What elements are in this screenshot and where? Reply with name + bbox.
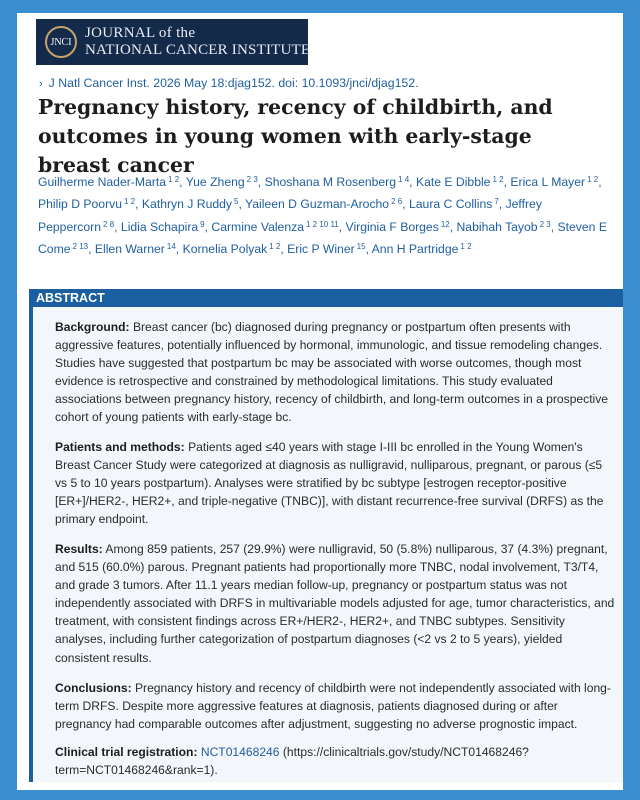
article-title: Pregnancy history, recency of childbirth, and outcomes in young women with early-stage breast cancer: [38, 95, 553, 177]
author-affiliation[interactable]: 2 13: [72, 241, 89, 251]
author-item[interactable]: [409, 197, 506, 211]
author-separator: ,: [498, 197, 506, 212]
trial-label: Clinical trial registration:: [55, 745, 198, 759]
author-name[interactable]: Steven E Come: [38, 219, 607, 256]
author-name[interactable]: Virginia F Borges: [345, 219, 439, 234]
article-card: [17, 13, 623, 790]
jnci-seal-icon: JNCI: [45, 26, 77, 58]
author-item[interactable]: [183, 242, 288, 256]
author-affiliation[interactable]: 1 4: [398, 175, 410, 184]
author-item[interactable]: [346, 220, 457, 234]
results-label: Results:: [55, 542, 103, 556]
abstract-conclusions: [55, 679, 615, 733]
author-name[interactable]: Kate E Dibble: [415, 175, 491, 189]
abstract-trial-registration: [55, 743, 615, 779]
conclusions-text: Pregnancy history and recency of childbirth were not independently associated with long-term DRFS. Despite more aggressive features at diagnosis, patients diagnosed during or after pregnancy had comparable outcomes after adjustment, suggesting no adverse prognostic impact.: [55, 681, 611, 732]
abstract-box: [29, 307, 623, 782]
author-item[interactable]: [38, 175, 186, 189]
author-name[interactable]: Kathryn J Ruddy: [141, 197, 233, 212]
author-name[interactable]: Carmine Valenza: [211, 219, 304, 234]
author-affiliation[interactable]: 2 3: [246, 175, 258, 184]
background-text: Breast cancer (bc) diagnosed during pregnancy or postpartum often presents with aggressive features, potentially influenced by hormonal, immunologic, and tissue remodeling changes. Studies have suggested that postpartum bc may be associated with worse outcomes, though most evidence is retrospective and constrained by methodological limitations. This study evaluated associations between pregnancy history, recency of childbirth, and long-term outcomes in a prospective cohort of young patients with early-stage bc.: [55, 320, 609, 425]
author-name[interactable]: Shoshana M Rosenberg: [264, 175, 397, 189]
author-name[interactable]: Laura C Collins: [409, 197, 493, 212]
citation-text[interactable]: J Natl Cancer Inst. 2026 May 18:djag152. doi: 10.1093/jnci/djag152.: [48, 76, 419, 90]
author-name[interactable]: Kornelia Polyak: [182, 241, 268, 256]
author-list: [38, 170, 608, 259]
author-affiliation[interactable]: 15: [356, 241, 366, 251]
author-item[interactable]: [142, 197, 245, 211]
author-name[interactable]: Eric P Winer: [287, 241, 355, 256]
author-affiliation[interactable]: 14: [166, 241, 176, 251]
author-separator: ,: [204, 219, 212, 234]
abstract-background: [55, 318, 615, 427]
author-separator: ,: [175, 241, 183, 256]
author-affiliation[interactable]: 1 2: [460, 241, 472, 251]
author-item[interactable]: [287, 242, 372, 256]
author-affiliation[interactable]: 1 2: [124, 197, 136, 207]
author-affiliation[interactable]: 7: [494, 197, 499, 207]
author-separator: ,: [238, 197, 246, 212]
citation-line[interactable]: [39, 76, 419, 90]
author-separator: ,: [402, 197, 409, 212]
author-item[interactable]: [372, 242, 472, 256]
author-name[interactable]: Ellen Warner: [94, 241, 165, 256]
author-name[interactable]: Lidia Schapira: [120, 219, 199, 234]
author-name[interactable]: Philip D Poorvu: [38, 197, 122, 212]
author-item[interactable]: [265, 175, 416, 189]
author-separator: ,: [88, 241, 95, 256]
author-name[interactable]: Ann H Partridge: [371, 241, 459, 256]
author-affiliation[interactable]: 1 2 10 11: [305, 219, 339, 229]
author-affiliation[interactable]: 5: [234, 197, 239, 207]
author-separator: ,: [598, 175, 602, 189]
author-item[interactable]: [121, 220, 211, 234]
abstract-heading: ABSTRACT: [29, 289, 623, 307]
author-separator: ,: [135, 197, 142, 212]
author-item[interactable]: [416, 175, 510, 189]
author-name[interactable]: Erica L Mayer: [510, 175, 586, 189]
author-affiliation[interactable]: 12: [440, 219, 450, 229]
author-item[interactable]: [186, 175, 265, 189]
background-label: Background:: [55, 320, 130, 334]
results-text: Among 859 patients, 257 (29.9%) were nulligravid, 50 (5.8%) nulliparous, 37 (4.3%) pregnant, and 515 (60.0%) parous. Pregnant patients had proportionally more TNBC, nodal involvement, T3/T4, and grade 3 tumors. After 11.1 years median follow-up, pregnancy or postpartum status was not independently associated with DRFS in multivariable models adjusted for age, tumor characteristics, and treatment, with consistent findings across ER+/HER2-, HER2+, and TNBC subtypes. Sensitivity analyses, including further categorization of postpartum diagnoses (<2 vs 2 to 5 years), yielded consistent results.: [55, 542, 615, 665]
author-name[interactable]: Jeffrey Peppercorn: [38, 197, 542, 234]
author-separator: ,: [503, 175, 511, 189]
author-separator: ,: [409, 175, 416, 189]
author-item[interactable]: [211, 220, 345, 234]
trial-link[interactable]: NCT01468246: [200, 745, 280, 759]
author-name[interactable]: Nabihah Tayob: [456, 219, 538, 234]
author-separator: ,: [365, 241, 372, 256]
journal-name: [85, 25, 310, 59]
author-affiliation[interactable]: 2 3: [539, 219, 551, 229]
author-separator: ,: [114, 219, 121, 234]
author-item[interactable]: [38, 197, 142, 211]
author-affiliation[interactable]: 1 2: [269, 241, 281, 251]
author-item[interactable]: [95, 242, 183, 256]
author-separator: ,: [280, 241, 288, 256]
chevron-right-icon: ›: [39, 78, 43, 90]
author-affiliation[interactable]: 2 8: [103, 219, 115, 229]
trial-text: (https://clinicaltrials.gov/study/NCT01468246?term=NCT01468246&rank=1).: [55, 745, 529, 778]
author-name[interactable]: Yaileen D Guzman-Arocho: [245, 197, 390, 212]
author-name[interactable]: Yue Zheng: [185, 175, 245, 189]
author-separator: ,: [179, 175, 186, 189]
author-item[interactable]: [245, 197, 409, 211]
author-separator: ,: [449, 219, 457, 234]
author-separator: ,: [338, 219, 346, 234]
methods-label: Patients and methods:: [55, 440, 185, 454]
abstract-results: [55, 540, 615, 667]
journal-name-line2: NATIONAL CANCER INSTITUTE: [85, 42, 311, 58]
methods-text: Patients aged ≤40 years with stage I-III bc enrolled in the Young Women's Breast Cancer Study were categorized at diagnosis as nulligravid, nulliparous, pregnant, or parous (≤5 vs 5 to 10 years postpartum). Analyses were stratified by bc subtype [estrogen receptor-positive [ER+]/HER2-, HER2+, and triple-negative (TNBC)], with distant recurrence-free survival (DRFS) as the primary endpoint.: [55, 440, 604, 527]
journal-name-line1: JOURNAL of the: [85, 25, 196, 41]
author-item[interactable]: [457, 220, 558, 234]
author-affiliation[interactable]: 2 6: [391, 197, 403, 207]
conclusions-label: Conclusions:: [55, 681, 132, 695]
author-name[interactable]: Guilherme Nader-Marta: [38, 175, 167, 189]
author-affiliation[interactable]: 1 2: [587, 175, 599, 184]
author-affiliation[interactable]: 1 2: [492, 175, 504, 184]
author-separator: ,: [550, 219, 558, 234]
author-item[interactable]: [510, 175, 601, 189]
journal-logo[interactable]: [36, 19, 311, 65]
abstract-methods: [55, 438, 615, 528]
author-affiliation[interactable]: 1 2: [168, 175, 180, 184]
author-affiliation[interactable]: 9: [200, 219, 205, 229]
author-separator: ,: [257, 175, 265, 189]
